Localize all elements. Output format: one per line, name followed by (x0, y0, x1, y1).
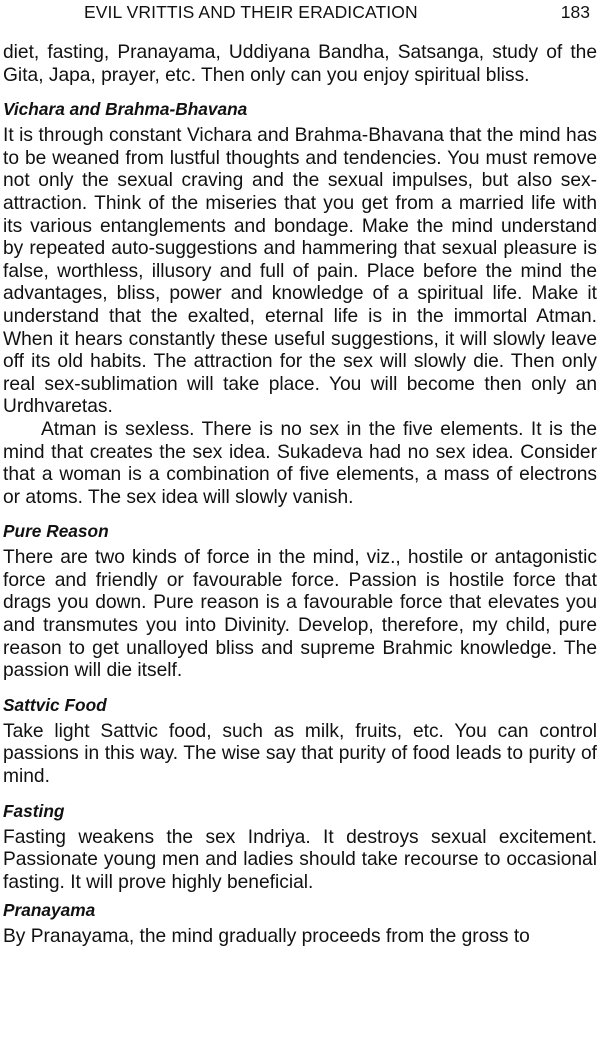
page-number: 183 (560, 2, 590, 22)
paragraph-pranayama: By Pranayama, the mind gradually proceeds from the gross to (3, 926, 530, 948)
heading-pranayama: Pranayama (3, 900, 96, 921)
heading-sattvic-food: Sattvic Food (3, 694, 107, 715)
heading-vichara-brahma-bhavana: Vichara and Brahma-Bhavana (3, 99, 248, 120)
running-title: EVIL VRITTIS AND THEIR ERADICATION (84, 2, 418, 22)
heading-fasting: Fasting (3, 800, 65, 821)
paragraph-sattvic-food: Take light Sattvic food, such as milk, fruits, etc. You can control passions in this way. The wise say that purity of food leads to purity of mind. (3, 720, 597, 788)
running-head (0, 1, 600, 23)
body-text (3, 42, 597, 949)
paragraph-atman-sexless: Atman is sexless. There is no sex in the five elements. It is the mind that creates the sex idea. Sukadeva had no sex idea. Consider that a woman is a combination of five elements, a mass of electrons or atoms. The sex idea will slowly vanish. (3, 418, 597, 508)
paragraph-diet-fasting: diet, fasting, Pranayama, Uddiyana Bandha, Satsanga, study of the Gita, Japa, prayer, etc. Then only can you enjoy spiritual bliss. (3, 42, 597, 86)
paragraph-vichara: It is through constant Vichara and Brahma-Bhavana that the mind has to be weaned from lustful thoughts and tendencies. You must remove not only the sexual craving and the sexual impulses, but also sex-attraction. Think of the miseries that you get from a married life with its various entanglements and bondage. Make the mind understand by repeated auto-suggestions and hammering that sexual pleasure is false, worthless, illusory and full of pain. Place before the mind the advantages, bliss, power and knowledge of a spiritual life. Make it understand that the exalted, eternal life is in the immortal Atman. When it hears constantly these useful suggestions, it will slowly leave off its old habits. The attraction for the sex will slowly die. Then only real sex-sublimation will take place. You will become then only an Urdhvaretas. (3, 125, 597, 418)
paragraph-fasting: Fasting weakens the sex Indriya. It destroys sexual excitement. Passionate young men and ladies should take recourse to occasional fasting. It will prove highly beneficial. (3, 826, 597, 893)
heading-pure-reason: Pure Reason (3, 521, 109, 542)
paragraph-pure-reason: There are two kinds of force in the mind, viz., hostile or antagonistic force and friendly or favourable force. Passion is hostile force that drags you down. Pure reason is a favourable force that elevates you and transmutes you into Divinity. Develop, therefore, my child, pure reason to get unalloyed bliss and supreme Brahmic knowledge. The passion will die itself. (3, 547, 597, 682)
